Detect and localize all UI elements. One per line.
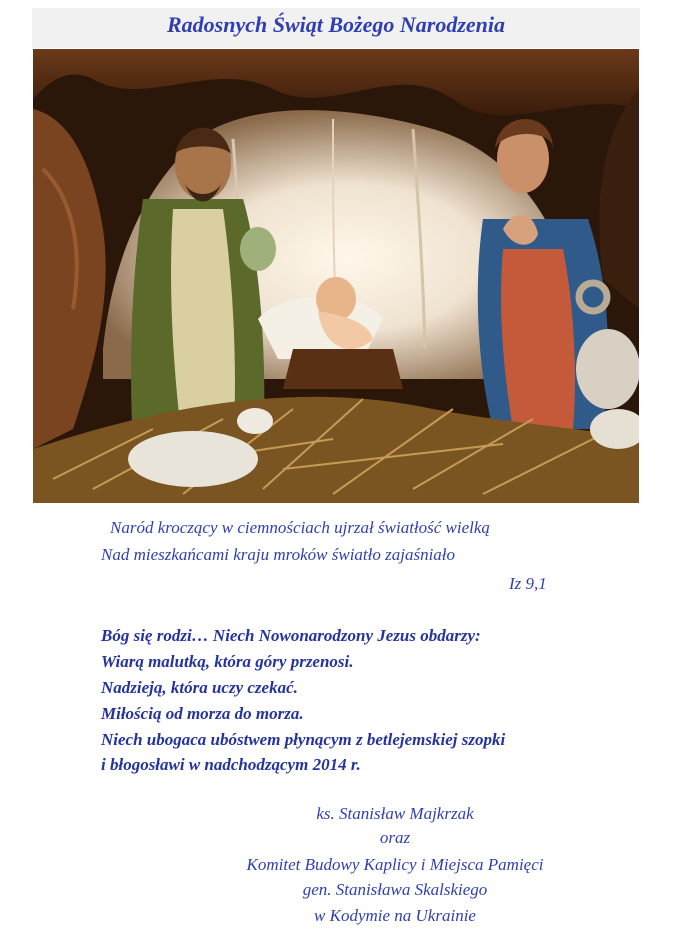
signature-and: oraz — [379, 828, 411, 847]
wish-line-2: Wiarą malutką, która góry przenosi. — [101, 652, 354, 671]
verse-line-1: Naród kroczący w ciemnościach ujrzał światłość wielką — [110, 518, 490, 537]
nativity-scene-illustration — [33, 49, 639, 503]
signature-org-1: Komitet Budowy Kaplicy i Miejsca Pamięci — [246, 855, 544, 874]
signature-name: ks. Stanisław Majkrzak — [316, 804, 474, 823]
nativity-photo — [33, 49, 639, 503]
wish-line-1: Bóg się rodzi… Niech Nowonarodzony Jezus obdarzy: — [101, 626, 481, 645]
wish-line-3: Nadzieją, która uczy czekać. — [101, 678, 298, 697]
wish-line-5: Niech ubogaca ubóstwem płynącym z betlejemskiej szopki — [101, 730, 506, 749]
signature-org-2: gen. Stanisława Skalskiego — [302, 880, 488, 899]
verse-line-2: Nad mieszkańcami kraju mroków światło zajaśniało — [101, 545, 456, 564]
title-bar — [32, 8, 640, 48]
signature-org-3: w Kodymie na Ukrainie — [314, 906, 476, 925]
wish-line-6: i błogosławi w nadchodzącym 2014 r. — [101, 755, 361, 774]
wish-line-4: Miłością od morza do morza. — [101, 704, 304, 723]
page-title: Radosnych Świąt Bożego Narodzenia — [167, 12, 505, 37]
verse-reference: Iz 9,1 — [509, 574, 547, 593]
